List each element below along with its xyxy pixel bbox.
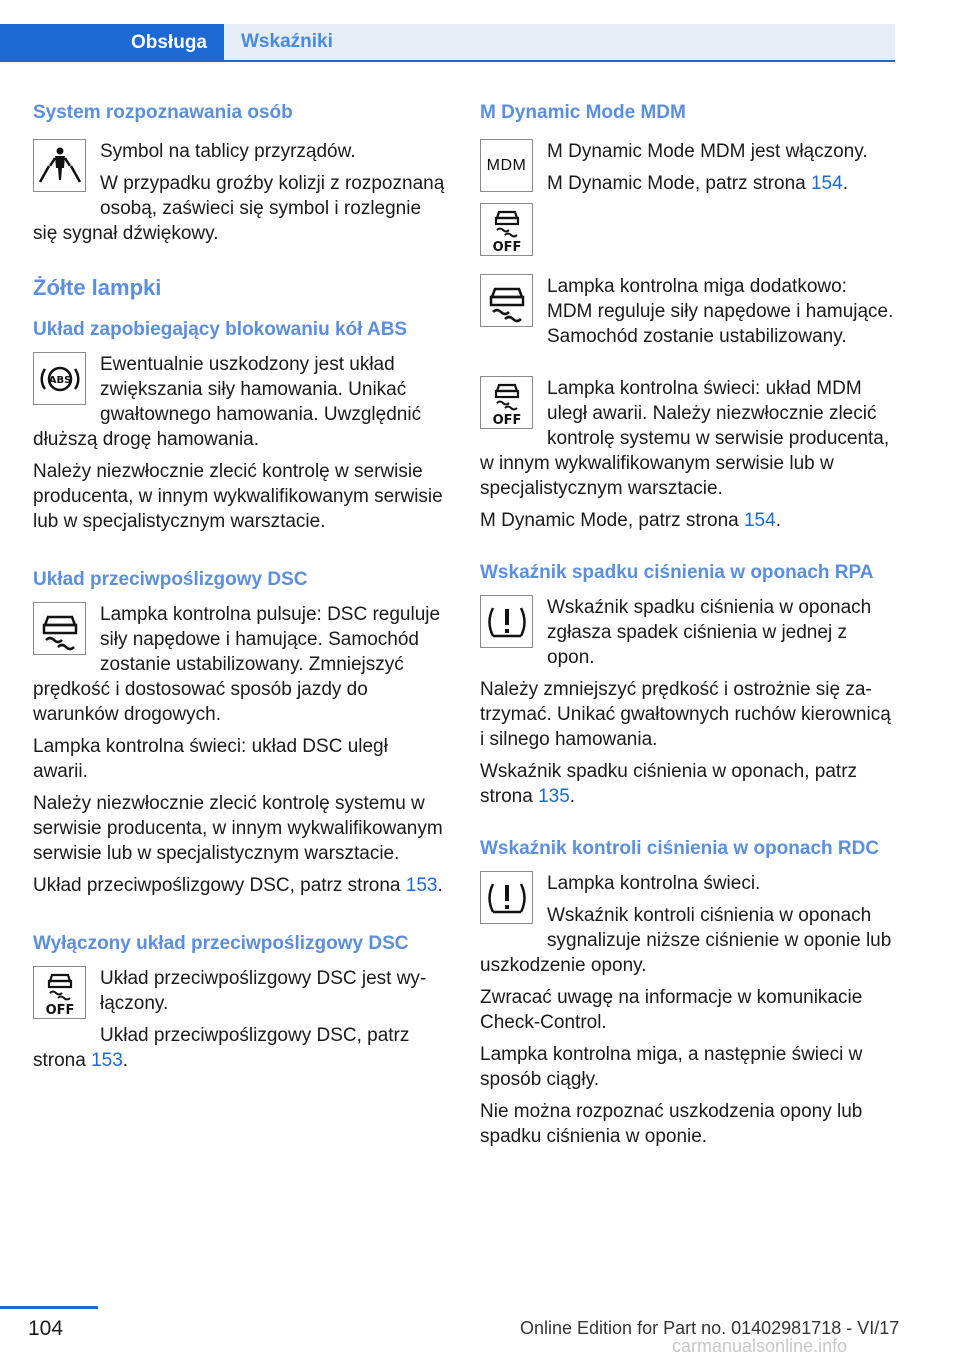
pedestrian-warning-icon <box>33 139 86 192</box>
mdm-p3: Lampka kontrolna miga dodatkowo: MDM reguluje siły napędowe i hamujące. Samochód zostanie ustabilizowany. <box>547 276 894 347</box>
section-title-yellow-lamps: Żółte lampki <box>33 275 162 300</box>
page-ref-link[interactable]: 154 <box>810 173 843 194</box>
page-ref-link[interactable]: 153 <box>405 875 438 896</box>
person-p1: Symbol na tablicy przyrządów. <box>100 141 356 162</box>
tire-pressure-warning-icon <box>480 595 533 648</box>
page-ref-link[interactable]: 154 <box>743 510 776 531</box>
tab-obsluga[interactable]: Obsługa <box>0 24 224 62</box>
page-ref-link[interactable]: 135 <box>538 786 570 807</box>
watermark: carmanualsonline.info <box>672 1336 848 1356</box>
tire-pressure-warning-icon <box>480 871 533 924</box>
dsc-skid-icon <box>480 274 533 327</box>
mdm-p2: M Dynamic Mode, patrz strona 154. <box>547 173 848 194</box>
svg-text:OFF: OFF <box>492 412 521 427</box>
dsc-off-icon <box>33 966 86 1019</box>
section-title-dsc: Układ przeciwpoślizgowy DSC <box>33 569 308 590</box>
dsc-p1: Lampka kontrolna pulsuje: DSC reguluje siły napędowe i hamujące. Samochód zostanie ustabilizowany. Zmniejszyć prędkość i dostosować sposób jazdy do warunków drogowych. <box>33 604 441 725</box>
section-title-rdc: Wskaźnik kontroli ciśnienia w oponach RDC <box>480 838 880 859</box>
section-title-abs: Układ zapobiegający blokowaniu kół ABS <box>33 319 408 340</box>
tab-underline <box>224 60 895 62</box>
dsc-p3: Należy niezwłocznie zlecić kontrolę systemu w serwisie producenta, w innym wykwalifikowanym serwisie lub w specjalistycznym warsztacie. <box>33 793 443 864</box>
mdm-p5: M Dynamic Mode, patrz strona 154. <box>480 510 781 531</box>
rpa-p2: Należy zmniejszyć prędkość i ostrożnie się zatrzymać. Unikać gwałtownych ruchów kierownicą i silnego hamowania. <box>480 679 891 750</box>
svg-text:OFF: OFF <box>45 1002 74 1017</box>
edition-text: Online Edition for Part no. 01402981718 - VI/17 <box>520 1318 900 1338</box>
svg-text:ABS: ABS <box>48 374 71 386</box>
dsc-p2: Lampka kontrolna świeci: układ DSC uległ awarii. <box>33 736 388 782</box>
abs-p1: Ewentualnie uszkodzony jest układ zwiększania siły hamowania. Unikać gwałtownego hamowania. Uwzględnić dłuższą drogę hamowania. <box>33 354 422 450</box>
dsc-p4: Układ przeciwpoślizgowy DSC, patrz strona 153. <box>33 875 443 896</box>
rdc-p2: Wskaźnik kontroli ciśnienia w oponach sygnalizuje niższe ciśnienie w oponie lub uszkodzenie opony. <box>480 905 892 976</box>
mdm-icon: MDM <box>480 139 533 192</box>
dsc-skid-icon <box>33 602 86 655</box>
footer-rule <box>0 1306 98 1309</box>
tab-wskazniki[interactable]: Wskaźniki <box>224 24 895 60</box>
mdm-p1: M Dynamic Mode MDM jest włączony. <box>547 141 868 162</box>
page-number: 104 <box>28 1317 64 1340</box>
rpa-p1: Wskaźnik spadku ciśnienia w oponach zgłasza spadek ciśnienia w jednej z opon. <box>547 597 872 668</box>
svg-text:OFF: OFF <box>492 239 521 254</box>
abs-p2: Należy niezwłocznie zlecić kontrolę w serwisie producenta, w innym wykwalifikowanym serwisie lub w specjalistycznym warsztacie. <box>33 461 443 532</box>
rdc-p3: Zwracać uwagę na informacje w komunikacie Check-Control. <box>480 987 863 1033</box>
mdm-p4: Lampka kontrolna świeci: układ MDM uległ awarii. Należy niezwłocznie zlecić kontrolę systemu w serwisie producenta, w innym wykwalifikowanym serwisie lub w specjalistycznym warsztacie. <box>480 378 890 499</box>
abs-icon <box>33 352 86 405</box>
dsc-off-icon <box>480 376 533 429</box>
dsc-off-icon <box>480 203 533 256</box>
header-tabs <box>0 24 895 62</box>
section-title-dsc-off: Wyłączony układ przeciwpoślizgowy DSC <box>33 933 409 954</box>
dscoff-p2: Układ przeciwpoślizgowy DSC, patrz strona 153. <box>33 1025 410 1071</box>
page-ref-link[interactable]: 153 <box>91 1050 123 1071</box>
person-p2: W przypadku groźby kolizji z rozpoznaną osobą, zaświeci się symbol i rozlegnie się sygnał dźwiękowy. <box>33 173 445 244</box>
left-column <box>33 100 447 1080</box>
right-column <box>480 100 894 1156</box>
rpa-p3: Wskaźnik spadku ciśnienia w oponach, patrz strona 135. <box>480 761 858 807</box>
section-title-person-recognition: System rozpoznawania osób <box>33 102 293 123</box>
dscoff-p1: Układ przeciwpoślizgowy DSC jest wyłączony. <box>100 968 427 1014</box>
rdc-p4: Lampka kontrolna miga, a następnie świeci w sposób ciągły. <box>480 1044 863 1090</box>
rdc-p5: Nie można rozpoznać uszkodzenia opony lub spadku ciśnienia w oponie. <box>480 1101 863 1147</box>
rdc-p1: Lampka kontrolna świeci. <box>547 873 761 894</box>
section-title-rpa: Wskaźnik spadku ciśnienia w oponach RPA <box>480 562 874 583</box>
section-title-mdm: M Dynamic Mode MDM <box>480 102 686 123</box>
